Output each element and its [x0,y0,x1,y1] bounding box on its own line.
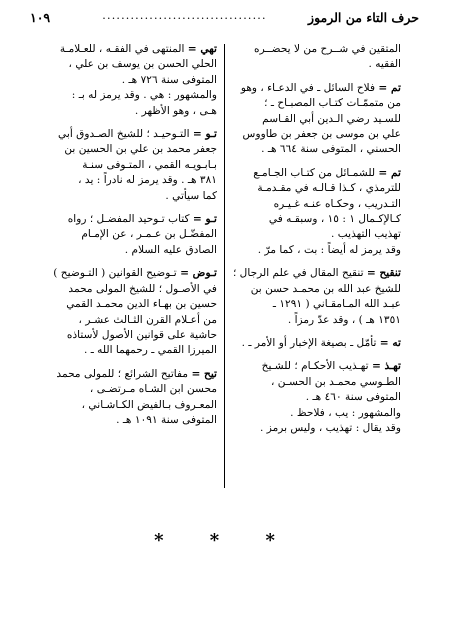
entry-line: المتقين في شــرح من لا يحضــره [254,43,401,55]
entry-line: كـالإكـمال ١ : ١٥ ، وسبقـه في [268,213,401,226]
glossary-entry [229,336,401,351]
entry-line: تم = للشمـائل من كتـاب الجـامـع [253,166,401,179]
entry-term: تم = [378,81,401,94]
entry-line: المعـروف بـالفيض الكـاشـاني ، [81,398,217,411]
glossary-entry [45,367,217,429]
entry-term: تهي = [187,43,217,55]
entry-line: للشيخ عبد الله بن محمـد حسن بن [250,282,401,295]
entry-line: المفضّـل بن عـمـر ، عن الإمـام [81,228,217,241]
entry-line: للسـيد رضي الـدين أبي القـاسم [262,112,401,125]
entry-line: الصادق عليه السلام . [124,243,217,256]
entry-line: في الأصـول ؛ للشيخ المولى محمد [68,282,217,295]
running-title: حرف التاء من الرموز [308,10,419,25]
entry-line: ٣٨١ هـ . وقد يرمز له نادراً : يد ، [78,174,217,187]
entry-line: حاشية على قوانين الأصول لأستاذه [66,328,217,341]
entry-line: وقد يقال : تهذيب ، وليس برمز . [259,421,401,434]
left-column [45,42,217,436]
entry-term: تنقيح = [366,267,401,280]
entry-line: تنقيح = تنقيح المقال في علم الرجال ؛ [232,267,401,280]
glossary-entry [229,42,401,73]
entry-line: وقد يرمز له أيضاً : بت ، كما مرّ . [257,243,401,256]
entry-line: تهـذ = تهـذيب الأحكـام ؛ للشـيخ [261,360,401,373]
entry-line: الحلي الحسن بن يوسف بن علي ، [68,58,217,71]
page-number: ١٠٩ [30,10,51,25]
entry-term: تم = [378,166,401,179]
entry-line: للترمذي ، كـذا قـالـه في مقـدمـة [257,182,401,195]
entry-term: تـو = [192,213,217,226]
entry-line: حسين بن بهـاء الدين محمـد القمي [66,298,217,311]
end-ornament: * * * [154,530,295,551]
entry-line: علي بن موسى بن جعفر بن طاووس [242,128,401,141]
entry-line: محسن ابن الشـاه مـرتضـى ، [89,383,217,396]
glossary-entry [45,266,217,358]
entry-term: تـوض = [180,267,217,280]
entry-line: بـابـويـه القمي ، المتـوفى سنـة [82,158,217,171]
entry-line: الميرزا القمي ـ رحمهما الله ـ . [83,344,217,357]
leader-dots: ................................... [102,9,267,22]
entry-line: الفقيه . [368,58,401,71]
entry-line: من أعـلام القرن الثـالث عشـر ، [78,313,217,326]
entry-line: كما سيأتي . [165,189,217,202]
entry-line: تهذيب التهذيب . [330,228,401,241]
entry-line: تم = فلاح السائل ـ في الدعـاء ، وهو [240,81,401,94]
entry-line: الحسني ، المتوفى سنة ٦٦٤ هـ . [261,143,401,156]
glossary-entry [45,212,217,258]
entry-line: هـى ، وهو الأظهر . [134,104,217,117]
entry-term: تهـذ = [371,360,401,373]
entry-line: تـو = كتاب تـوحيد المفضـل ؛ رواه [67,213,217,226]
glossary-entry [45,127,217,204]
entry-line: تـو = التـوحيـد ؛ للشيخ الصـدوق أبي [58,128,217,141]
entry-line: عبـد الله المـامقـاني ( ١٢٩١ ـ [272,298,401,311]
entry-term: تـو = [192,128,217,141]
column-divider [224,44,225,488]
entry-line: والمشهور : هي . وقد يرمز له بـ : [71,89,217,102]
entry-line: الطـوسي محمـد بن الحسـن ، [271,375,401,388]
glossary-entry [229,359,401,436]
entry-line: المتوفى سنة ٧٢٦ هـ . [121,73,217,86]
glossary-entry [229,166,401,258]
entry-line: جعفر محمد بن علي بن الحسين بن [64,143,217,156]
glossary-entry [45,42,217,119]
entry-line: تهي = المنتهى في الفقـه ، للعـلامـة [59,43,217,55]
entry-term: تيح = [191,367,217,380]
page-header [30,6,419,28]
entry-line: التـدريب ، وحكـاه عنـه غـيـره [273,197,401,210]
entry-line: تـوض = تـوضيح القوانين ( التـوضيح ) [53,267,217,280]
entry-line: ١٣٥١ هـ ) ، وقد عدّ رمزاً . [287,313,401,326]
right-column [229,42,401,444]
glossary-entry [229,81,401,158]
entry-line: والمشهور : يب ، فلاحظ . [290,406,401,419]
glossary-entry [229,266,401,328]
entry-line: المتوفى سنة ١٠٩١ هـ . [116,413,217,426]
entry-term: ته = [379,336,401,349]
entry-line: ته = تأمّل ـ بصيغة الإخبار أو الأمر ـ . [241,336,401,349]
entry-line: من متممّـات كتـاب المصبـاح ـ ؛ [264,97,401,110]
entry-line: المتوفى سنة ٤٦٠ هـ . [305,391,401,404]
entry-line: تيح = مفاتيح الشرائع ؛ للمولى محمد [56,367,217,380]
